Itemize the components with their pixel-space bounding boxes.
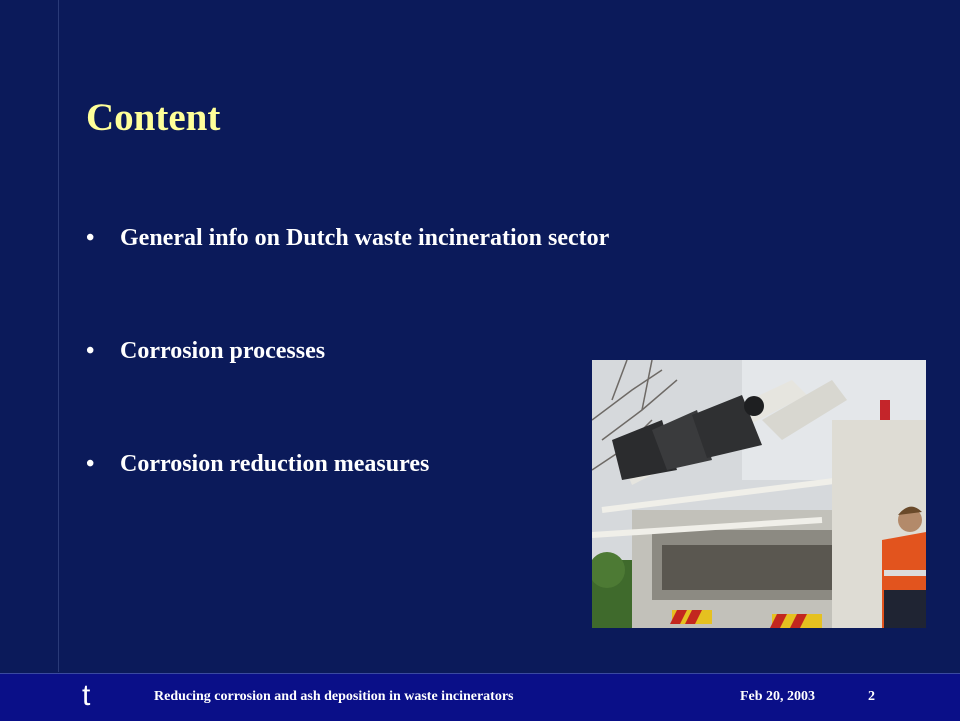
bullet-item bbox=[86, 333, 325, 369]
garbage-truck-photo bbox=[592, 360, 926, 628]
footer-presentation-title: Reducing corrosion and ash deposition in waste incinerators bbox=[154, 689, 514, 704]
bullet-marker: • bbox=[86, 225, 95, 251]
bullet-text: General info on Dutch waste incineration sector bbox=[120, 225, 610, 251]
footer-page-number: 2 bbox=[868, 689, 875, 704]
left-vertical-rule bbox=[58, 0, 59, 672]
bullet-text: Corrosion processes bbox=[120, 338, 326, 364]
bullet-item bbox=[86, 220, 609, 256]
bullet-marker: • bbox=[86, 338, 95, 364]
bullet-text: Corrosion reduction measures bbox=[120, 451, 430, 477]
logo-icon: t bbox=[82, 679, 91, 712]
bullet-marker: • bbox=[86, 451, 95, 477]
bullet-item bbox=[86, 446, 429, 482]
slide-title: Content bbox=[86, 96, 221, 139]
footer-bar bbox=[0, 673, 960, 721]
footer-date: Feb 20, 2003 bbox=[740, 689, 816, 704]
